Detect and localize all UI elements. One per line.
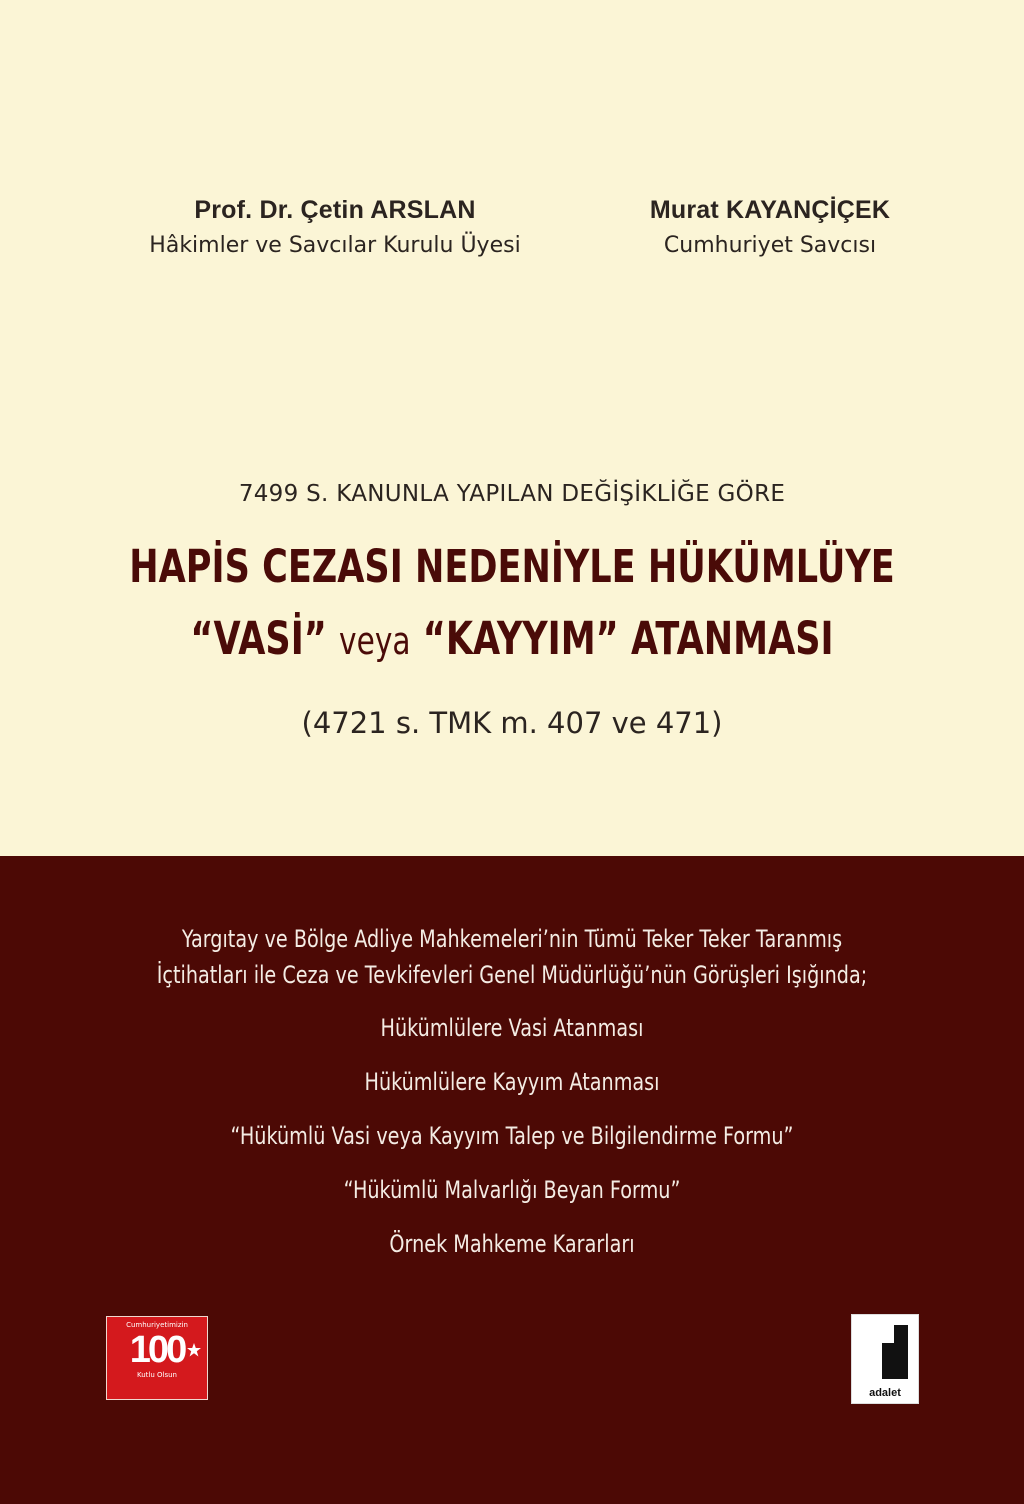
title-line-2 [113, 612, 912, 665]
feature-intro: İçtihatları ile Ceza ve Tevkifevleri Genel Müdürlüğü’nün Görüşleri Işığında; [156, 961, 868, 989]
feature-item: Hükümlülere Kayyım Atanması [364, 1068, 660, 1096]
feature-item: “Hükümlü Vasi veya Kayyım Talep ve Bilgilendirme Formu” [230, 1122, 794, 1150]
title-kayyim: “KAYYIM” ATANMASI [422, 612, 834, 665]
feature-list [0, 920, 1024, 1268]
badge-number: 100 [129, 1329, 185, 1371]
title-line-1: HAPİS CEZASI NEDENİYLE HÜKÜMLÜYE [129, 540, 895, 593]
publisher-label: adalet [869, 1387, 901, 1399]
author-2 [600, 196, 940, 258]
author-role: Cumhuriyet Savcısı [663, 233, 877, 258]
title-veya: veya [339, 619, 411, 663]
publisher-logo [851, 1314, 919, 1404]
feature-item: Örnek Mahkeme Kararları [389, 1230, 635, 1258]
star-icon [187, 1343, 201, 1357]
author-role: Hâkimler ve Savcılar Kurulu Üyesi [149, 233, 521, 258]
title-vasi: “VASİ” [190, 612, 327, 665]
publisher-mark-icon [864, 1325, 908, 1379]
pretitle: 7499 S. KANUNLA YAPILAN DEĞİŞİKLİĞE GÖRE [238, 481, 786, 507]
author-name: Prof. Dr. Çetin ARSLAN [194, 196, 476, 224]
subtitle: (4721 s. TMK m. 407 ve 471) [301, 706, 723, 740]
badge-top-text: Cumhuriyetimizin [126, 1321, 188, 1329]
feature-item: “Hükümlü Malvarlığı Beyan Formu” [343, 1176, 681, 1204]
feature-item: Hükümlülere Vasi Atanması [380, 1014, 644, 1042]
feature-intro: Yargıtay ve Bölge Adliye Mahkemeleri’nin Tümü Teker Teker Taranmış [181, 925, 843, 953]
author-1 [95, 196, 575, 258]
centenary-badge [106, 1316, 208, 1400]
badge-bottom-text: Kutlu Olsun [136, 1371, 177, 1379]
author-name: Murat KAYANÇİÇEK [649, 196, 891, 224]
